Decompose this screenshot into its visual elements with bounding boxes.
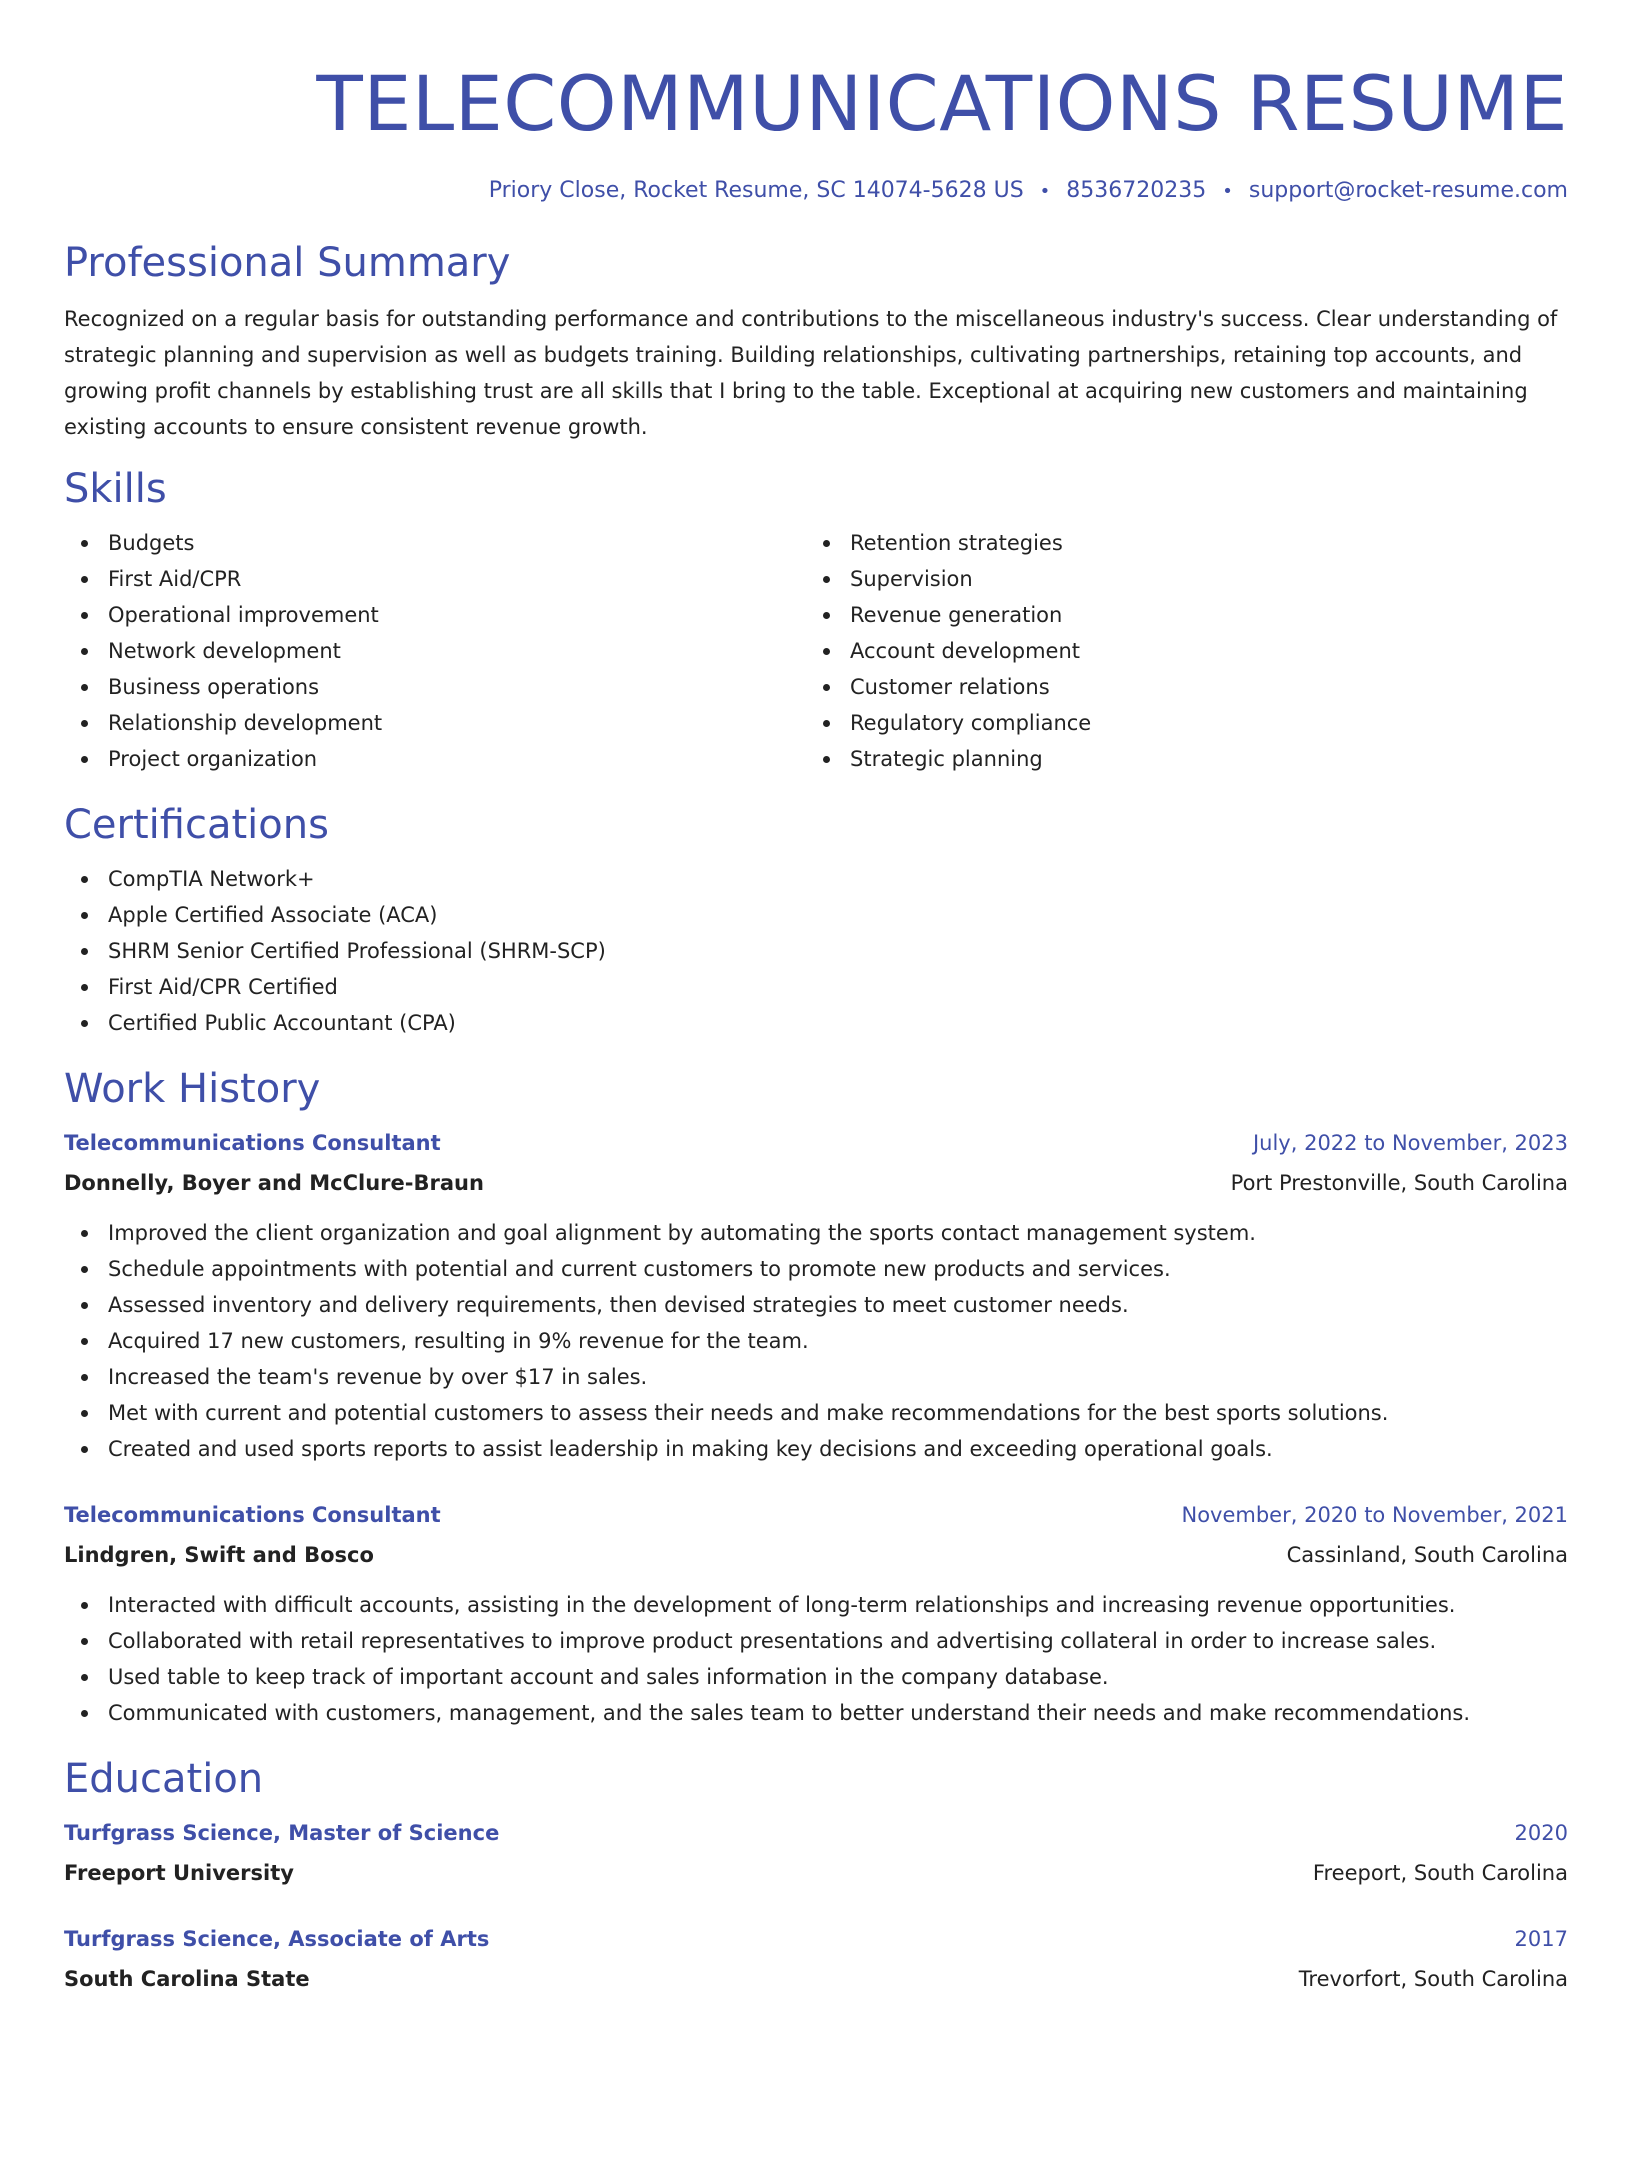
summary-text: Recognized on a regular basis for outstanding performance and contributions to the miscellaneous industry's success. Clear understanding of strategic planning and supervision as well as budgets training. Building relationships, cultivating partnerships, retaining top accounts, and growing profit channels by establishing trust are all skills that I bring to the table. Exceptional at acquiring new customers and maintaining existing accounts to ensure consistent revenue growth. (64, 307, 1558, 439)
summary-section (64, 241, 1568, 445)
certification-item: Apple Certified Associate (ACA) (64, 897, 1568, 933)
skill-item: Supervision (806, 561, 1548, 597)
education-school: Freeport University (64, 1861, 294, 1885)
job-location: Port Prestonville, South Carolina (1230, 1171, 1568, 1195)
education-entry (64, 1921, 1568, 1997)
job-bullet: Improved the client organization and goal alignment by automating the sports contact management system. (64, 1215, 1568, 1251)
skill-item: Network development (64, 633, 806, 669)
education-location: Freeport, South Carolina (1312, 1861, 1568, 1885)
education-header (64, 1921, 1568, 1957)
job-bullet: Schedule appointments with potential and current customers to promote new products and services. (64, 1251, 1568, 1287)
skill-item: Business operations (64, 669, 806, 705)
job-company: Lindgren, Swift and Bosco (64, 1543, 374, 1567)
job-bullet: Communicated with customers, management, and the sales team to better understand their needs and make recommendations. (64, 1695, 1568, 1731)
education-location: Trevorfort, South Carolina (1298, 1967, 1568, 1991)
skills-heading: Skills (64, 466, 167, 512)
work-history-heading: Work History (64, 1066, 321, 1112)
contact-address: Priory Close, Rocket Resume, SC 14074-5628 US (488, 178, 1024, 203)
certification-item: Certified Public Accountant (CPA) (64, 1005, 1568, 1041)
education-year: 2017 (1514, 1927, 1568, 1951)
skill-item: Strategic planning (806, 741, 1548, 777)
education-heading: Education (64, 1756, 264, 1802)
skill-item: Retention strategies (806, 525, 1548, 561)
job-header (64, 1125, 1568, 1161)
summary-heading: Professional Summary (64, 240, 511, 286)
job-bullets (64, 1215, 1568, 1467)
job-bullet: Increased the team's revenue by over $17 in sales. (64, 1359, 1568, 1395)
job-bullet: Created and used sports reports to assist leadership in making key decisions and exceeding operational goals. (64, 1431, 1568, 1467)
education-year: 2020 (1514, 1821, 1568, 1845)
skill-item: Account development (806, 633, 1548, 669)
contact-email[interactable]: support@rocket-resume.com (1248, 178, 1568, 203)
certifications-section (64, 803, 1568, 1041)
job-entry (64, 1125, 1568, 1467)
education-subheader (64, 1855, 1568, 1891)
certification-item: SHRM Senior Certified Professional (SHRM-SCP) (64, 933, 1568, 969)
job-bullet: Used table to keep track of important account and sales information in the company database. (64, 1659, 1568, 1695)
education-header (64, 1815, 1568, 1851)
skills-list-right (806, 525, 1548, 777)
certifications-heading: Certifications (64, 802, 329, 848)
skill-item: Operational improvement (64, 597, 806, 633)
job-location: Cassinland, South Carolina (1286, 1543, 1568, 1567)
job-bullet: Collaborated with retail representatives to improve product presentations and advertising collateral in order to increase sales. (64, 1623, 1568, 1659)
skill-item: Budgets (64, 525, 806, 561)
job-dates: July, 2022 to November, 2023 (1252, 1131, 1568, 1155)
job-entry (64, 1497, 1568, 1731)
skill-item: Relationship development (64, 705, 806, 741)
skills-list-left (64, 525, 806, 777)
job-bullet: Met with current and potential customers to assess their needs and make recommendations for the best sports solutions. (64, 1395, 1568, 1431)
job-subheader (64, 1537, 1568, 1573)
job-bullet: Interacted with difficult accounts, assisting in the development of long-term relationships and increasing revenue opportunities. (64, 1587, 1568, 1623)
job-bullet: Assessed inventory and delivery requirements, then devised strategies to meet customer needs. (64, 1287, 1568, 1323)
contact-phone: 8536720235 (1066, 178, 1207, 203)
education-degree: Turfgrass Science, Master of Science (64, 1821, 500, 1845)
certification-item: First Aid/CPR Certified (64, 969, 1568, 1005)
education-section (64, 1757, 1568, 1997)
job-bullets (64, 1587, 1568, 1731)
resume-page (0, 59, 1632, 2178)
certifications-list (64, 861, 1568, 1041)
education-subheader (64, 1961, 1568, 1997)
work-history-section (64, 1067, 1568, 1731)
skills-columns (64, 525, 1568, 777)
skill-item: First Aid/CPR (64, 561, 806, 597)
job-title: Telecommunications Consultant (64, 1131, 441, 1155)
skill-item: Regulatory compliance (806, 705, 1548, 741)
job-subheader (64, 1165, 1568, 1201)
separator-dot: • (1222, 181, 1233, 202)
separator-dot: • (1039, 181, 1051, 202)
education-degree: Turfgrass Science, Associate of Arts (64, 1927, 490, 1951)
job-bullet: Acquired 17 new customers, resulting in 9% revenue for the team. (64, 1323, 1568, 1359)
education-entry (64, 1815, 1568, 1891)
certification-item: CompTIA Network+ (64, 861, 1568, 897)
job-header (64, 1497, 1568, 1533)
skill-item: Customer relations (806, 669, 1548, 705)
resume-title: TELECOMMUNICATIONS RESUME (316, 59, 1568, 148)
skill-item: Project organization (64, 741, 806, 777)
job-company: Donnelly, Boyer and McClure-Braun (64, 1171, 484, 1195)
job-title: Telecommunications Consultant (64, 1503, 441, 1527)
contact-line (64, 178, 1568, 205)
skill-item: Revenue generation (806, 597, 1548, 633)
job-dates: November, 2020 to November, 2021 (1181, 1503, 1568, 1527)
education-school: South Carolina State (64, 1967, 310, 1991)
skills-section (64, 467, 1568, 777)
